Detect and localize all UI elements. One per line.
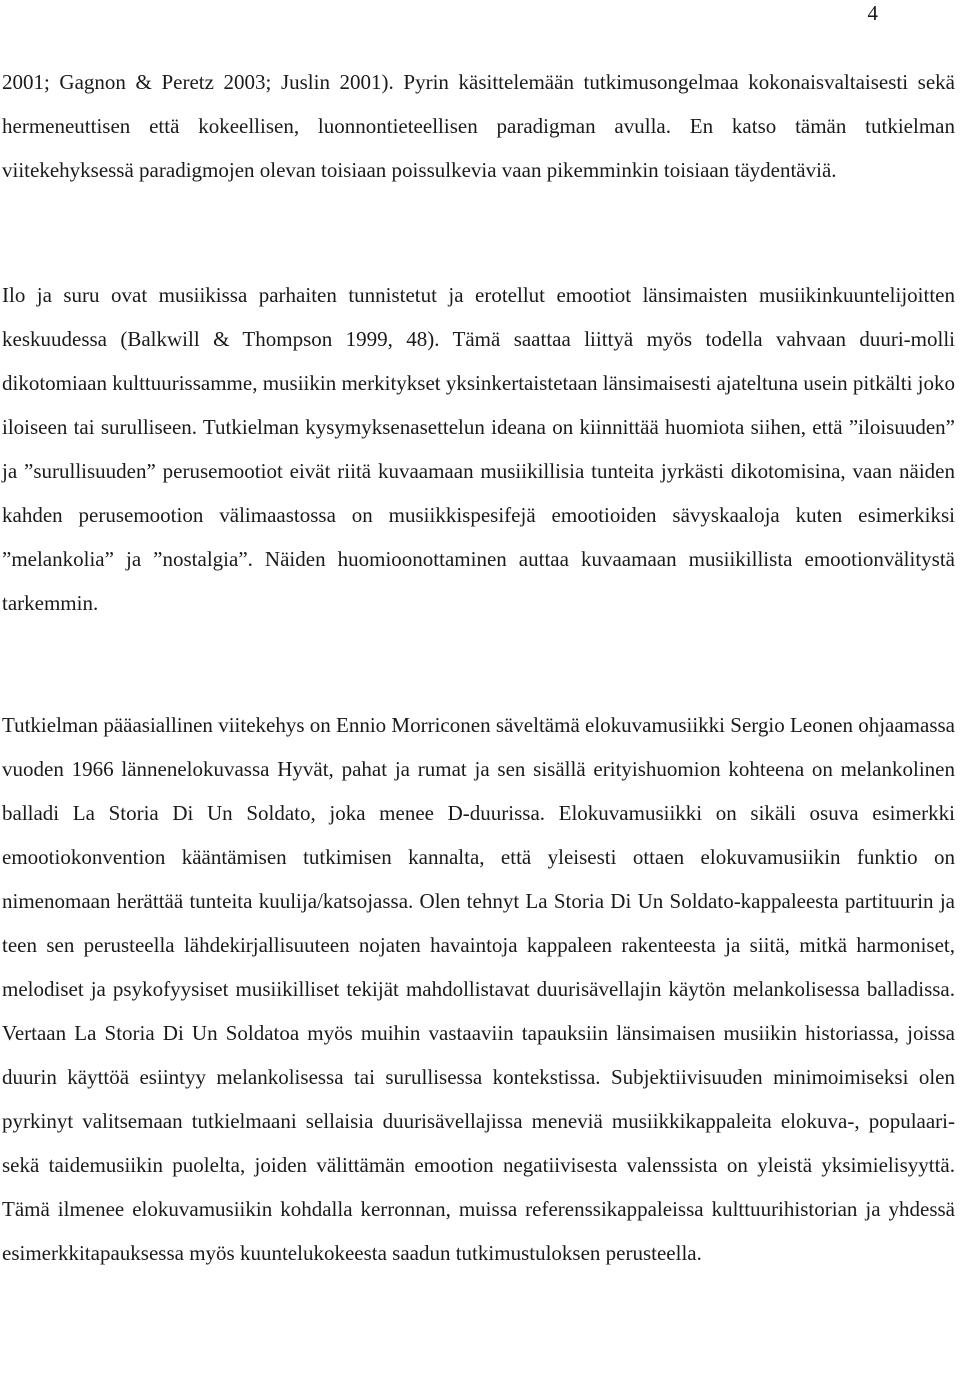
paragraph-1: 2001; Gagnon & Peretz 2003; Juslin 2001). Pyrin käsittelemään tutkimusongelmaa kokonaisvaltaisesti sekä hermeneuttisen että kokeellisen, luonnontieteellisen paradigman avulla. En katso tämän tutkielman viitekehyksessä paradigmojen olevan toisiaan poissulkevia vaan pikemminkin toisiaan täydentäviä. [2,70,955,182]
paragraph-2: Ilo ja suru ovat musiikissa parhaiten tunnistetut ja erotellut emootiot länsimaisten musiikinkuuntelijoitten keskuudessa (Balkwill & Thompson 1999, 48). Tämä saattaa liittyä myös todella vahvaan duuri-molli dikotomiaan kulttuurissamme, musiikin merkitykset yksinkertaistetaan länsimaisesti ajateltuna usein pitkälti joko iloiseen tai surulliseen. Tutkielman kysymyksenasettelun ideana on kiinnittää huomiota siihen, että ”iloisuuden” ja ”surullisuuden” perusemootiot eivät riitä kuvaamaan musiikillisia tunteita jyrkästi dikotomisina, vaan näiden kahden perusemootion välimaastossa on musiikkispesifejä emootioiden sävyskaaloja kuten esimerkiksi ”melankolia” ja ”nostalgia”. Näiden huomioonottaminen auttaa kuvaamaan musiikillista emootionvälitystä tarkemmin. [2,283,955,615]
page-number: 4 [867,1,878,25]
paragraph-3: Tutkielman pääasiallinen viitekehys on Ennio Morriconen säveltämä elokuvamusiikki Sergio Leonen ohjaamassa vuoden 1966 lännenelokuvassa Hyvät, pahat ja rumat ja sen sisällä erityishuomion kohteena on melankolinen balladi La Storia Di Un Soldato, joka menee D-duurissa. Elokuvamusiikki on sikäli osuva esimerkki emootiokonvention kääntämisen tutkimisen kannalta, että yleisesti ottaen elokuvamusiikin funktio on nimenomaan herättää tunteita kuulija/katsojassa. Olen tehnyt La Storia Di Un Soldato-kappaleesta partituurin ja teen sen perusteella lähdekirjallisuuteen nojaten havaintoja kappaleen rakenteesta ja siitä, mitkä harmoniset, melodiset ja psykofyysiset musiikilliset tekijät mahdollistavat duurisävellajin käytön melankolisessa balladissa. Vertaan La Storia Di Un Soldatoa myös muihin vastaaviin tapauksiin länsimaisen musiikin historiassa, joissa duurin käyttöä esiintyy melankolisessa tai surullisessa kontekstissa. Subjektiivisuuden minimoimiseksi olen pyrkinyt valitsemaan tutkielmaani sellaisia duurisävellajissa meneviä musiikkikappaleita elokuva-, populaari- sekä taidemusiikin puolelta, joiden välittämän emootion negatiivisesta valenssista on yleistä yksimielisyyttä. Tämä ilmenee elokuvamusiikin kohdalla kerronnan, muissa referenssikappaleissa kulttuurihistorian ja yhdessä esimerkkitapauksessa myös kuuntelukokeesta saadun tutkimustuloksen perusteella. [2,713,955,1265]
